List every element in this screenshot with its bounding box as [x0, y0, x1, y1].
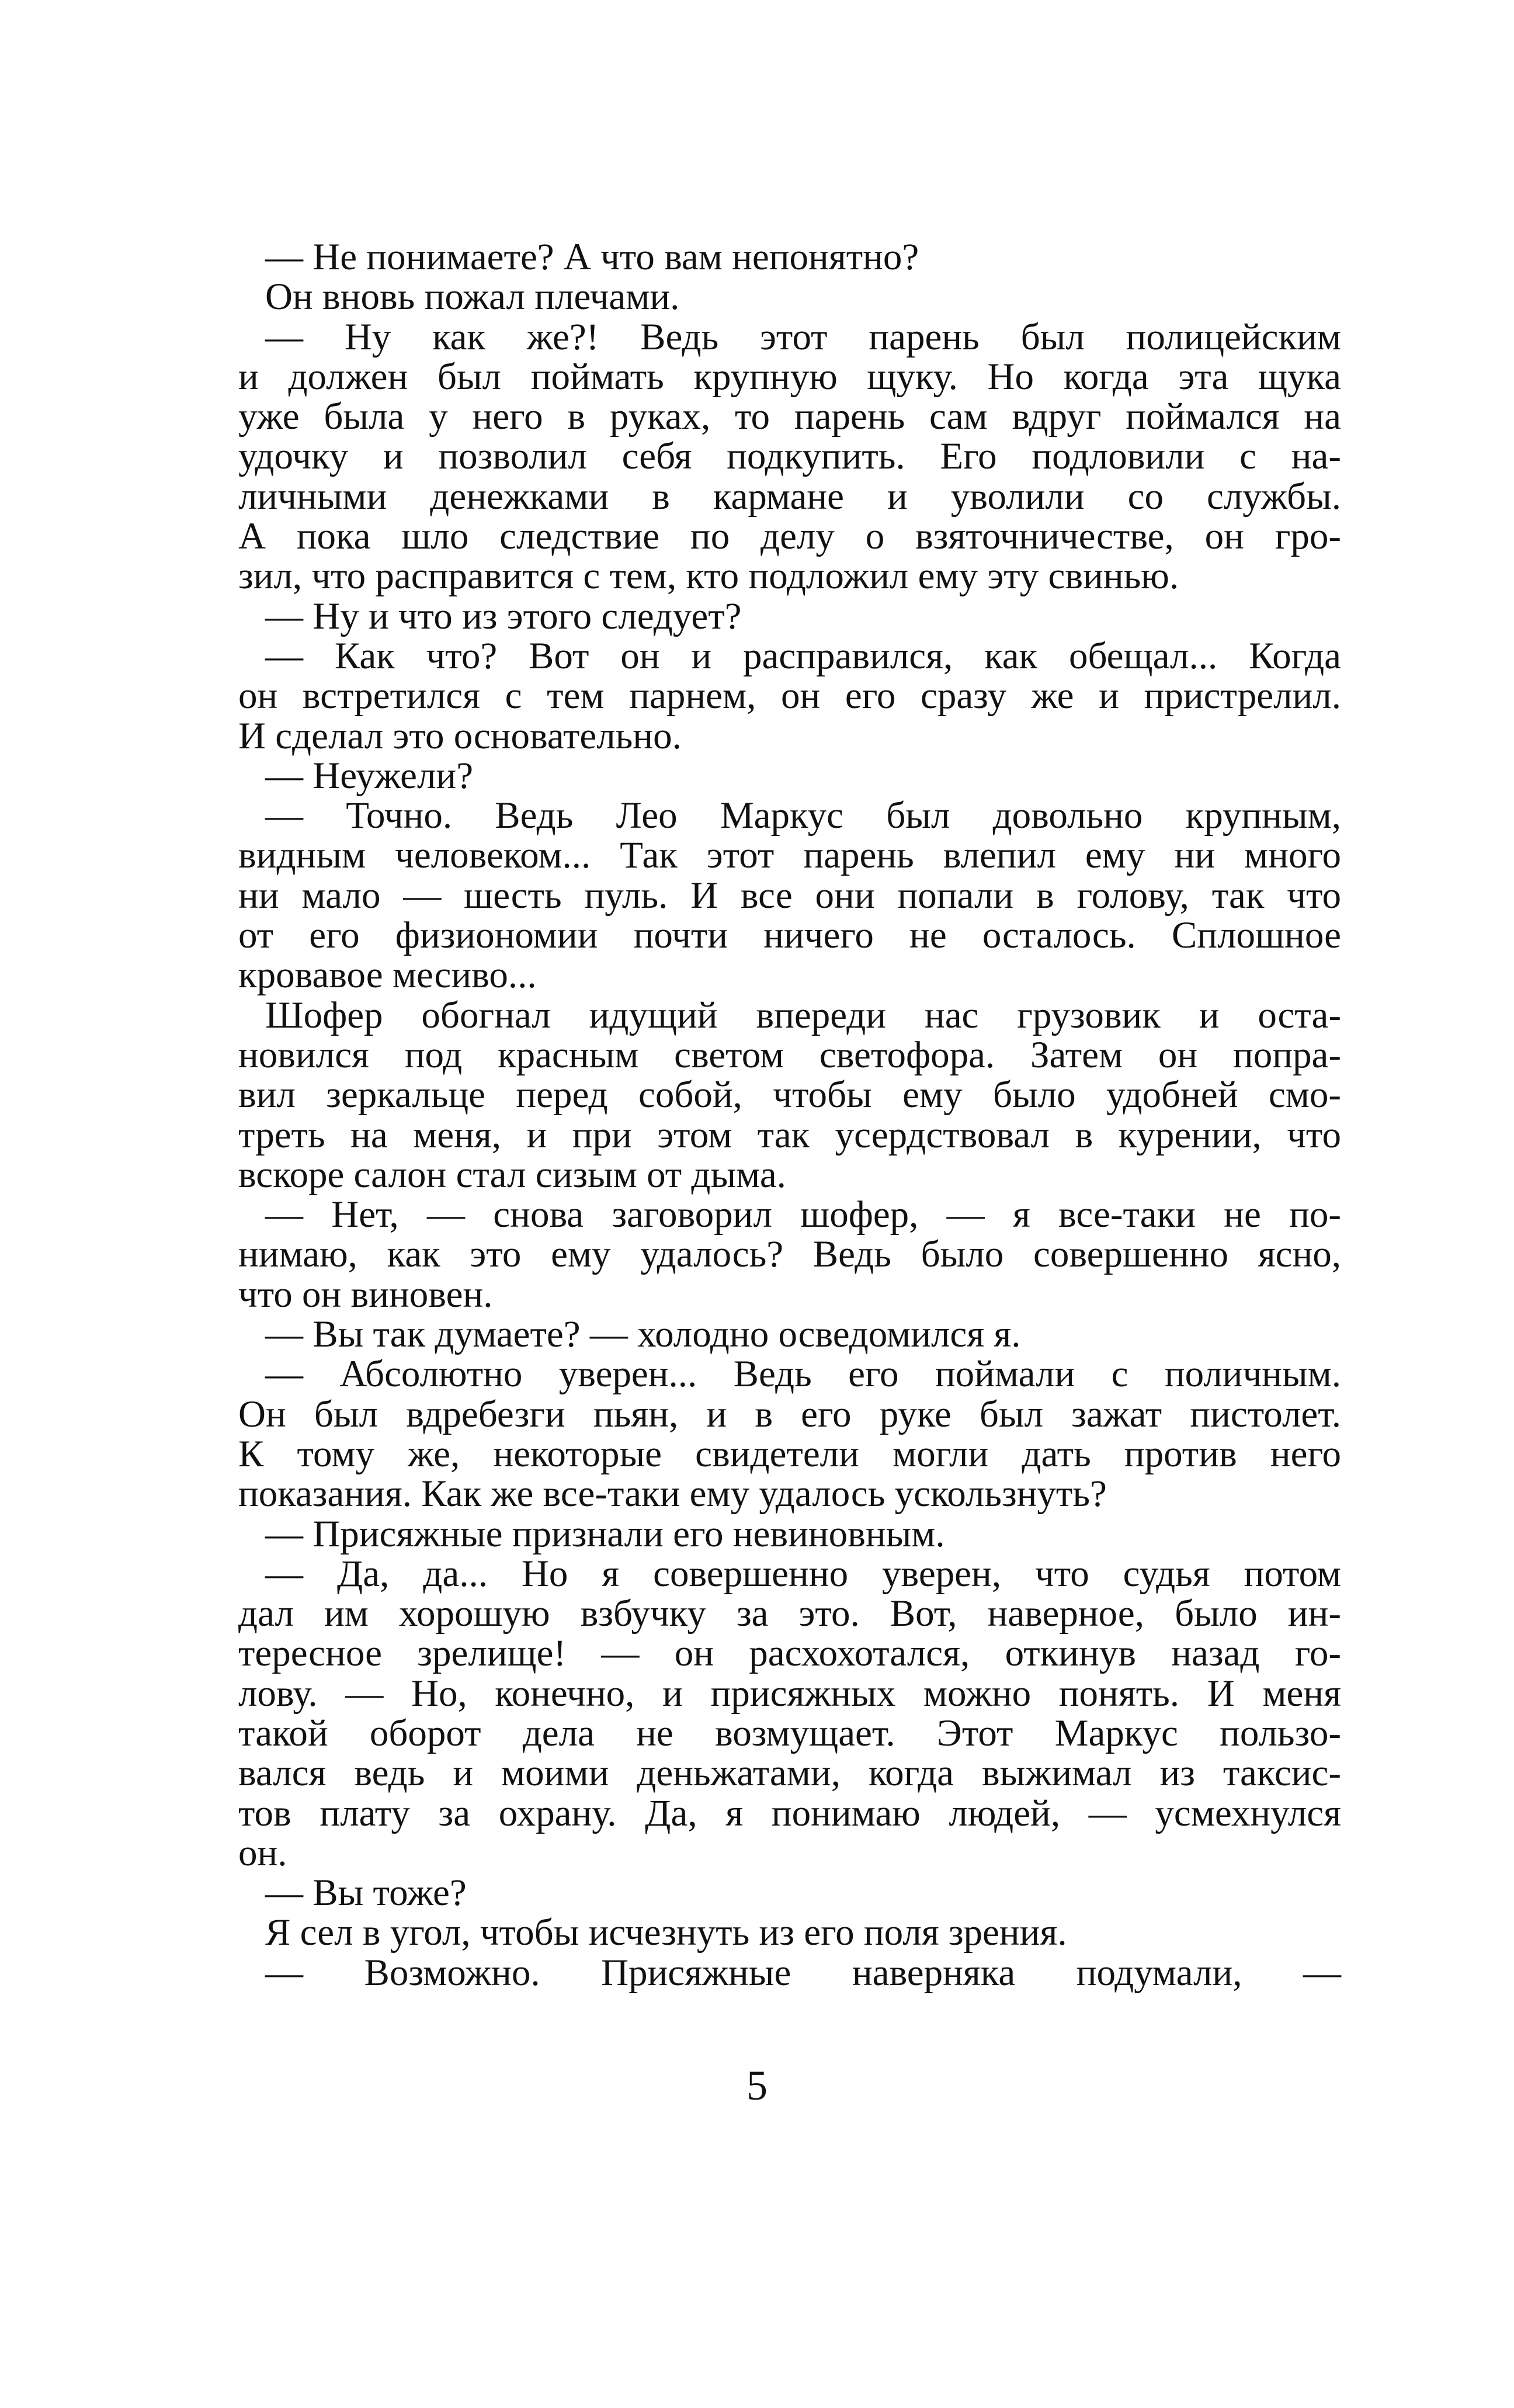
text-line: такой оборот дела не возмущает. Этот Маркус пользо-	[238, 1712, 1341, 1754]
text-line: он встретился с тем парнем, он его сразу же и пристрелил.	[238, 675, 1341, 717]
text-line: Он вновь пожал плечами.	[265, 276, 680, 318]
text-line: — Да, да... Но я совершенно уверен, что судья потом	[265, 1552, 1341, 1595]
body-text	[238, 237, 1341, 1993]
text-line: — Вы тоже?	[265, 1872, 467, 1914]
text-line: — Не понимаете? А что вам непонятно?	[265, 236, 919, 278]
text-line: Я сел в угол, чтобы исчезнуть из его поля зрения.	[265, 1911, 1067, 1954]
page-number: 5	[746, 2062, 768, 2109]
text-line: нимаю, как это ему удалось? Ведь было совершенно ясно,	[238, 1233, 1341, 1276]
text-line: вскоре салон стал сизым от дыма.	[238, 1153, 786, 1196]
text-line: — Присяжные признали его невиновным.	[265, 1512, 945, 1555]
text-line: удочку и позволил себя подкупить. Его подловили с на-	[238, 435, 1341, 478]
text-line: и должен был поймать крупную щуку. Но когда эта щука	[238, 355, 1341, 398]
text-line: — Ну как же?! Ведь этот парень был полицейским	[265, 315, 1341, 358]
text-line: кровавое месиво...	[238, 954, 537, 997]
text-line: зил, что расправится с тем, кто подложил ему эту свинью.	[238, 555, 1179, 598]
text-line: — Неужели?	[265, 754, 474, 797]
text-line: А пока шло следствие по делу о взяточничестве, он гро-	[238, 515, 1341, 558]
text-line: И сделал это основательно.	[238, 714, 682, 757]
text-line: тов плату за охрану. Да, я понимаю людей, — усмехнулся	[238, 1792, 1341, 1834]
text-line: — Точно. Ведь Лео Маркус был довольно крупным,	[265, 794, 1341, 837]
text-line: личными денежками в кармане и уволили со службы.	[238, 475, 1341, 518]
text-line: — Ну и что из этого следует?	[265, 595, 742, 637]
text-line: уже была у него в руках, то парень сам вдруг поймался на	[238, 395, 1341, 438]
text-line: дал им хорошую взбучку за это. Вот, наверное, было ин-	[238, 1592, 1341, 1635]
text-line: тересное зрелище! — он расхохотался, откинув назад го-	[238, 1632, 1341, 1675]
text-line: ни мало — шесть пуль. И все они попали в голову, так что	[238, 874, 1341, 917]
text-line: вался ведь и моими деньжатами, когда выжимал из таксис-	[238, 1752, 1341, 1795]
text-line: лову. — Но, конечно, и присяжных можно понять. И меня	[238, 1672, 1341, 1715]
text-line: что он виновен.	[238, 1273, 493, 1316]
text-line: К тому же, некоторые свидетели могли дать против него	[238, 1432, 1341, 1475]
text-line: вил зеркальце перед собой, чтобы ему было удобней смо-	[238, 1074, 1341, 1116]
text-line: Шофер обогнал идущий впереди нас грузовик и оста-	[265, 994, 1341, 1036]
text-line: Он был вдребезги пьян, и в его руке был зажат пистолет.	[238, 1393, 1341, 1435]
text-line: — Как что? Вот он и расправился, как обещал... Когда	[265, 634, 1341, 677]
text-line: от его физиономии почти ничего не осталось. Сплошное	[238, 914, 1341, 957]
text-line: треть на меня, и при этом так усердствовал в курении, что	[238, 1113, 1341, 1156]
text-line: он.	[238, 1831, 287, 1874]
text-line: — Нет, — снова заговорил шофер, — я все-таки не по-	[265, 1193, 1341, 1236]
text-line: — Абсолютно уверен... Ведь его поймали с поличным.	[265, 1353, 1341, 1396]
text-line: — Вы так думаете? — холодно осведомился я.	[265, 1313, 1021, 1356]
text-line: новился под красным светом светофора. Затем он попра-	[238, 1033, 1341, 1076]
text-line: — Возможно. Присяжные наверняка подумали, —	[265, 1951, 1341, 1994]
text-line: показания. Как же все-таки ему удалось ускользнуть?	[238, 1473, 1107, 1515]
text-line: видным человеком... Так этот парень влепил ему ни много	[238, 834, 1341, 877]
